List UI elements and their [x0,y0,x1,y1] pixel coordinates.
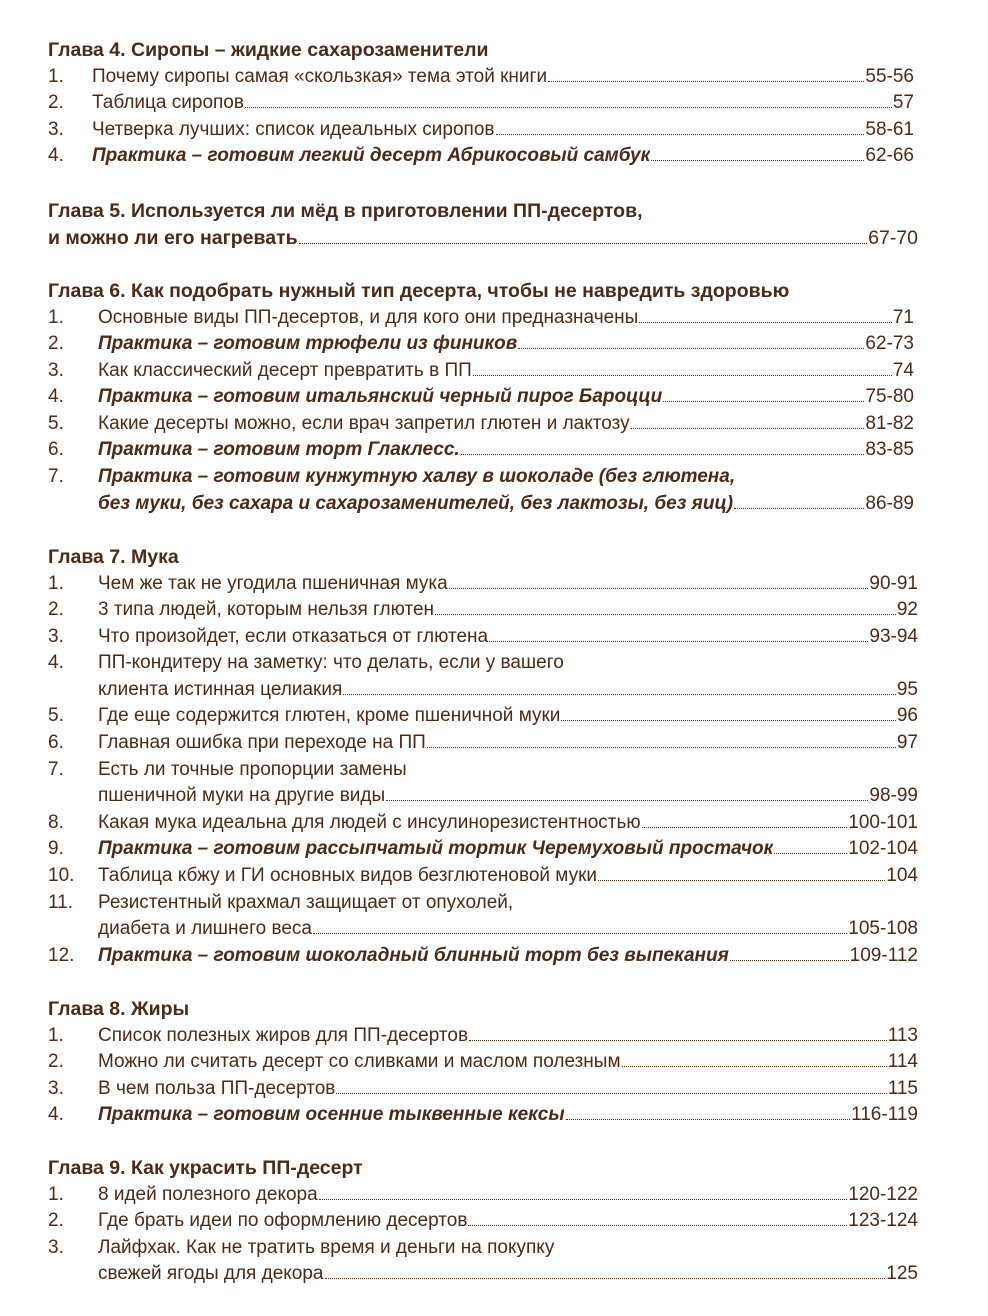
entry-title: Какие десерты можно, если врач запретил глютен и лактозу [98,412,630,434]
dot-leader [299,243,868,244]
entry-number: 1. [48,65,64,87]
entry-line [48,491,914,518]
page-number: 102-104 [848,838,918,860]
dot-leader [598,880,885,881]
page-number: 116-119 [851,1104,918,1126]
entry-number: 12. [48,944,75,966]
page-number: 114 [887,1051,918,1073]
dot-leader [496,134,865,135]
entry-number: 2. [48,599,64,621]
page-number: 104 [886,865,918,887]
entry-number: 7. [48,466,64,488]
entry-title: Как классический десерт превратить в ПП [98,359,472,381]
entry-number: 6. [48,439,64,461]
dot-leader [566,1119,851,1120]
entry-title: Практика – готовим рассыпчатый тортик Черемуховый простачок [98,838,774,860]
entry-line [48,1235,918,1262]
page-number: 123-124 [848,1210,918,1232]
entry-title: 3 типа людей, которым нельзя глютен [98,599,435,621]
toc-entry[interactable] [48,810,938,837]
entry-title: свежей ягоды для декора [98,1263,324,1285]
page-number: 113 [887,1024,918,1046]
entry-title: Где брать идеи по оформлению десертов [98,1210,468,1232]
entry-title: Практика – готовим трюфели из фиников [98,333,518,355]
dot-leader [473,375,892,376]
dot-leader [386,800,868,801]
toc-entry[interactable] [48,64,938,91]
page-number: 67-70 [868,226,918,249]
chapter-title: Глава 9. Как украсить ПП-десерт [48,1157,363,1179]
toc-entry[interactable] [48,437,938,464]
entry-line [48,571,918,598]
toc-entry[interactable] [48,384,938,411]
entry-title: Практика – готовим легкий десерт Абрикосовый самбук [92,145,651,167]
page-number: 125 [886,1263,918,1285]
chapter-title: Глава 6. Как подобрать нужный тип десерта, чтобы не навредить здоровью [48,280,790,302]
toc-entry[interactable] [48,890,938,943]
dot-leader [461,454,865,455]
entry-number: 2. [48,333,64,355]
page-number: 83-85 [865,439,914,461]
toc-entry[interactable] [48,1235,938,1288]
entry-number: 4. [48,386,64,408]
page-number: 92 [896,599,918,621]
dot-leader [734,508,864,509]
entry-line [48,757,918,784]
entry-line [48,358,914,385]
toc-entry[interactable] [48,358,938,385]
entry-number: 3. [48,625,64,647]
page-number: 96 [896,705,918,727]
entry-line [48,90,914,117]
entry-line [48,1261,918,1288]
entry-title: Таблица сиропов [92,92,244,114]
page-number: 120-122 [848,1183,918,1205]
page-number: 93-94 [869,625,918,647]
entry-number: 5. [48,705,64,727]
dot-leader [427,747,896,748]
toc-entry[interactable] [48,943,938,970]
toc-entry[interactable] [48,1208,938,1235]
toc-entry[interactable] [48,464,938,517]
page-number: 97 [896,732,918,754]
entry-line [48,783,918,810]
chapter-title: Глава 8. Жиры [48,998,190,1020]
page-number: 100-101 [848,811,918,833]
toc-entry[interactable] [48,411,938,438]
entry-title: без муки, без сахара и сахарозаменителей, без лактозы, без яиц) [98,492,734,514]
toc-entry[interactable] [48,90,938,117]
entry-line [48,64,914,91]
toc-entry[interactable] [48,703,938,730]
toc-entry[interactable] [48,571,938,598]
entry-number: 11. [48,891,74,913]
entry-number: 4. [48,1104,64,1126]
entry-line [48,650,918,677]
entry-title: диабета и лишнего веса [98,918,312,940]
entry-line [48,597,918,624]
entry-title: Четверка лучших: список идеальных сиропов [92,118,495,140]
dot-leader [325,1278,886,1279]
dot-leader [639,322,892,323]
dot-leader [245,107,892,108]
entry-line [48,384,914,411]
entry-line [48,890,918,917]
entry-line [48,1182,918,1209]
chapter-section [48,544,938,969]
toc-entry[interactable] [48,1102,938,1129]
entry-title: ПП-кондитеру на заметку: что делать, если у вашего [98,652,564,674]
entry-line [48,1102,918,1129]
entry-line [48,1049,918,1076]
toc-entry[interactable] [48,836,938,863]
chapter-section [48,278,938,517]
page-number: 57 [892,92,914,114]
entry-title: Таблица кбжу и ГИ основных видов безглютеновой муки [98,865,597,887]
entry-title: Практика – готовим торт Глаклесс. [98,439,460,461]
entry-title: Есть ли точные пропорции замены [98,758,407,780]
dot-leader [642,827,848,828]
dot-leader [468,1225,847,1226]
entry-number: 2. [48,1051,64,1073]
entry-line [48,677,918,704]
entry-line [48,331,914,358]
entry-line [48,1076,918,1103]
dot-leader [651,160,864,161]
entry-number: 2. [48,92,64,114]
entry-title: Практика – готовим шоколадный блинный торт без выпекания [98,944,729,966]
entry-number: 8. [48,811,64,833]
entry-line [48,305,914,332]
entry-title: В чем польза ПП-десертов [98,1077,336,1099]
entry-title: Какая мука идеальна для людей с инсулинорезистентностью [98,811,641,833]
entry-line [48,1208,918,1235]
entry-title: Где еще содержится глютен, кроме пшеничной муки [98,705,561,727]
entry-line [48,624,918,651]
page-number: 62-66 [865,145,914,167]
chapter-title [48,198,938,251]
page-number: 90-91 [869,572,918,594]
dot-leader [313,933,847,934]
chapter-title-line: Глава 5. Используется ли мёд в приготовлении ПП-десертов, [48,200,643,222]
entry-line [48,117,914,144]
entry-number: 6. [48,732,64,754]
entry-number: 5. [48,412,64,434]
entry-title: пшеничной муки на другие виды [98,785,386,807]
entry-line [48,836,918,863]
entry-number: 1. [48,1183,64,1205]
entry-title: Чем же так не угодила пшеничная мука [98,572,448,594]
entry-number: 10. [48,865,75,887]
entry-line [48,703,918,730]
toc-entry[interactable] [48,331,938,358]
page-number: 115 [887,1077,918,1099]
entry-line [48,1023,918,1050]
entry-title: Практика – готовим итальянский черный пирог Бароцци [98,386,663,408]
dot-leader [449,588,869,589]
entry-title: Главная ошибка при переходе на ПП [98,732,426,754]
entry-line [48,943,918,970]
entry-title: Практика – готовим осенние тыквенные кексы [98,1104,565,1126]
entry-line [48,143,914,170]
entry-number: 4. [48,145,64,167]
dot-leader [730,960,849,961]
chapter-section [48,198,938,251]
chapter-title: Глава 7. Мука [48,546,179,568]
toc-entry[interactable] [48,624,938,651]
entry-number: 4. [48,652,64,674]
dot-leader [336,1093,886,1094]
entry-number: 3. [48,1236,64,1258]
dot-leader [518,348,864,349]
toc-entry[interactable] [48,1049,938,1076]
dot-leader [548,81,864,82]
chapter-section [48,1155,938,1288]
entry-line [48,437,914,464]
chapter-title: Глава 4. Сиропы – жидкие сахарозаменители [48,39,489,61]
page-number: 71 [892,306,914,328]
page-number: 81-82 [865,412,914,434]
toc-entry[interactable] [48,757,938,810]
dot-leader [435,614,896,615]
entry-title: Можно ли считать десерт со сливками и маслом полезным [98,1051,621,1073]
chapter-section [48,37,938,170]
entry-number: 1. [48,306,64,328]
dot-leader [469,1040,887,1041]
chapter-title-line [48,225,918,252]
entry-title: Практика – готовим кунжутную халву в шоколаде (без глютена, [98,466,736,488]
page-number: 75-80 [865,386,914,408]
page-number: 74 [892,359,914,381]
toc-entry[interactable] [48,597,938,624]
toc-entry[interactable] [48,1076,938,1103]
chapter-title-text: и можно ли его нагревать [48,226,298,249]
toc-entry[interactable] [48,143,938,170]
entry-line [48,863,918,890]
entry-number: 3. [48,359,64,381]
entry-title: 8 идей полезного декора [98,1183,318,1205]
entry-title: Почему сиропы самая «скользкая» тема этой книги [92,65,548,87]
page-number: 55-56 [865,65,914,87]
entry-number: 3. [48,118,64,140]
dot-leader [622,1066,887,1067]
entry-line [48,464,914,491]
page-number: 95 [896,678,918,700]
entry-title: клиента истинная целиакия [98,678,343,700]
entry-title: Что произойдет, если отказаться от глютена [98,625,489,647]
page-number: 58-61 [865,118,914,140]
page-number: 62-73 [865,333,914,355]
page-number: 98-99 [869,785,918,807]
entry-title: Резистентный крахмал защищает от опухолей, [98,891,514,913]
page-number: 86-89 [865,492,914,514]
toc-entry[interactable] [48,1182,938,1209]
entry-number: 2. [48,1210,64,1232]
dot-leader [343,694,896,695]
entry-title: Лайфхак. Как не тратить время и деньги на покупку [98,1236,555,1258]
dot-leader [631,428,865,429]
toc-entry[interactable] [48,863,938,890]
entry-number: 7. [48,758,64,780]
chapter-section [48,996,938,1129]
entry-number: 1. [48,572,64,594]
entry-number: 3. [48,1077,64,1099]
toc-entry[interactable] [48,730,938,757]
entry-title: Список полезных жиров для ПП-десертов [98,1024,469,1046]
toc-entry[interactable] [48,117,938,144]
entry-number: 9. [48,838,64,860]
entry-line [48,916,918,943]
page-number: 105-108 [848,918,918,940]
dot-leader [663,401,864,402]
entry-title: Основные виды ПП-десертов, и для кого они предназначены [98,306,639,328]
dot-leader [774,853,847,854]
toc-entry[interactable] [48,305,938,332]
dot-leader [489,641,868,642]
entry-number: 1. [48,1024,64,1046]
dot-leader [319,1199,848,1200]
entry-line [48,810,918,837]
dot-leader [561,720,895,721]
entry-line [48,411,914,438]
page-number: 109-112 [849,944,918,966]
toc-entry[interactable] [48,1023,938,1050]
entry-line [48,730,918,757]
toc-entry[interactable] [48,650,938,703]
